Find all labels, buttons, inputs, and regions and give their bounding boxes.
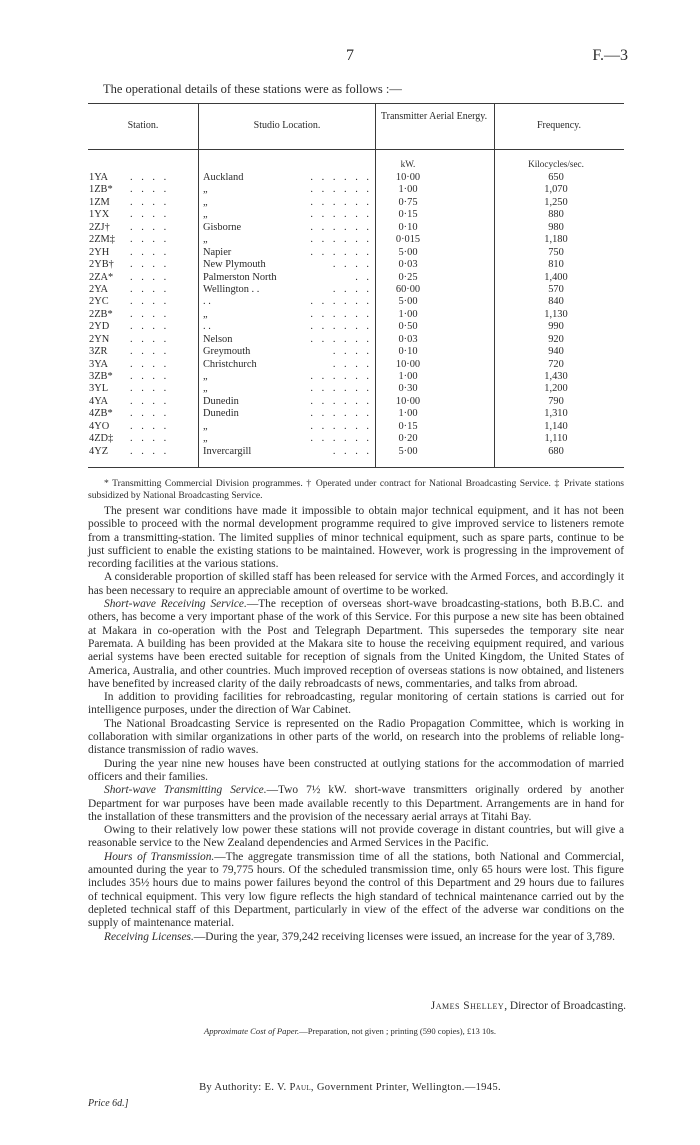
studio-location-cell: Dunedin [203,408,239,420]
paragraph-shortwave-transmitting: Short-wave Transmitting Service.—Two 7½ kW. short-wave transmitters originally ordered by another Department for war purposes have been made available recently to this Department. Arrangements are in hand for the installation of these transmitters and the provision of the necessary aerial arrays at Titahi Bay. [88,784,624,823]
aerial-energy-cell: 0·15 [398,209,418,221]
leader-dots: . . . . . . [310,209,372,221]
frequency-cell: 750 [548,246,564,258]
station-cell: 3ZR [89,346,108,358]
leader-dots: . . . . [332,283,372,295]
frequency-cell: 1,140 [544,420,568,432]
leader-dots: . . . . . . [310,383,372,395]
printer-authority: By Authority: E. V. Paul, Government Printer, Wellington.—1945. [199,1082,501,1093]
unit-kw: kW. [400,159,416,169]
frequency-cell: 1,110 [544,433,568,445]
aerial-energy-cell: 0·15 [398,420,418,432]
table-row [88,433,624,445]
table-rule-bottom [88,467,624,468]
leader-dots: . . . . [130,196,170,208]
studio-location-cell: Gisborne [203,221,242,233]
studio-location-cell: Napier [203,246,232,258]
leader-dots: . . . . [332,358,372,370]
table-row [88,272,624,284]
table-row [88,184,624,196]
station-cell: 4YO [89,420,110,432]
studio-location-cell: „ [203,383,208,395]
frequency-cell: 680 [548,445,564,457]
leader-dots: . . . . [130,172,170,183]
frequency-cell: 880 [548,209,564,221]
leader-dots: . . . . . . [310,184,372,196]
frequency-cell: 650 [548,172,564,183]
heading-receiving-licenses: Receiving Licenses. [104,930,194,943]
leader-dots: . . . . [130,395,170,407]
header-frequency: Frequency. [536,120,582,131]
studio-location-cell: Greymouth [203,346,251,358]
leader-dots: . . . . . . [310,234,372,246]
station-cell: 2YN [89,333,110,345]
aerial-energy-cell: 10·00 [395,358,421,370]
paragraph-licenses: Receiving Licenses.—During the year, 379,242 receiving licenses were issued, an increase for the year of 3,789. [104,930,615,943]
cost-of-paper [0,1026,700,1036]
paragraph-shortwave-receiving: Short-wave Receiving Service.—The reception of overseas short-wave broadcasting-stations, both B.B.C. and others, has become a very important phase of the work of this Service. For this purpose a new site has been obtained at Makara in co-operation with the Post and Telegraph Department. This supersedes the temporary site near Paremata. A building has been provided at the Makara site to house the receiving equipment required, and various aerial systems have been erected suitable for reception of signals from the United Kingdom, the United States of America, Australia, and other countries. Much improved reception of overseas stations is now obtained, and listeners have benefited by increased clarity of the daily rebroadcasts of news, commentaries, and talks from abroad. [88,598,624,690]
leader-dots: . . . . [130,234,170,246]
frequency-cell: 1,310 [544,408,568,420]
frequency-cell: 1,250 [544,196,568,208]
studio-location-cell: . . [203,296,211,308]
table-row [88,209,624,221]
aerial-energy-cell: 10·00 [395,395,421,407]
leader-dots: . . . . [130,408,170,420]
leader-dots: . . . . [130,209,170,221]
leader-dots: . . [355,271,372,283]
studio-location-cell: Nelson [203,333,233,345]
table-rule-top [88,103,624,104]
signature [431,1000,626,1012]
leader-dots: . . . . [130,221,170,233]
table-row [88,408,624,420]
leader-dots: . . . . . . [310,246,372,258]
frequency-cell: 720 [548,358,564,370]
aerial-energy-cell: 5·00 [398,246,418,258]
leader-dots: . . . . [130,271,170,283]
price: Price 6d.] [88,1098,129,1109]
heading-shortwave-transmitting: Short-wave Transmitting Service. [104,784,267,797]
frequency-cell: 1,130 [544,308,568,320]
leader-dots: . . . . [130,383,170,395]
document-reference: F.—3 [592,47,628,64]
cost-text: —Preparation, not given ; printing (590 copies), £13 10s. [299,1026,497,1036]
leader-dots: . . . . [332,346,372,358]
aerial-energy-cell: 0·25 [398,271,418,283]
leader-dots: . . . . . . [310,172,372,183]
leader-dots: . . . . [130,259,170,271]
leader-dots: . . . . [130,445,170,457]
paragraph-coverage: Owing to their relatively low power these stations will not provide coverage in distant countries, but will give a reasonable service to the New Zealand dependencies and Armed Services in the Pacific. [88,824,624,850]
leader-dots: . . . . [130,296,170,308]
studio-location-cell: „ [203,196,208,208]
leader-dots: . . . . [332,259,372,271]
station-cell: 2ZB* [89,308,113,320]
station-cell: 1ZM [89,196,110,208]
station-cell: 1YX [89,209,110,221]
header-station: Station. [127,120,159,131]
aerial-energy-cell: 5·00 [398,296,418,308]
leader-dots: . . . . [130,308,170,320]
studio-location-cell: Christchurch [203,358,257,370]
station-cell: 2ZM‡ [89,234,115,246]
station-cell: 2YA [89,283,109,295]
station-cell: 2YD [89,321,110,333]
station-cell: 1YA [89,172,109,183]
table-row [88,259,624,271]
leader-dots: . . . . [130,283,170,295]
aerial-energy-cell: 0·10 [398,221,418,233]
station-cell: 2ZA* [89,271,114,283]
aerial-energy-cell: 0·75 [398,196,418,208]
frequency-cell: 790 [548,395,564,407]
leader-dots: . . . . . . [310,333,372,345]
frequency-cell: 1,070 [544,184,568,196]
table-row [88,421,624,433]
table-row [88,346,624,358]
leader-dots: . . . . [130,246,170,258]
studio-location-cell: Auckland [203,172,244,183]
studio-location-cell: „ [203,433,208,445]
leader-dots: . . . . [130,371,170,382]
aerial-energy-cell: 0·50 [398,321,418,333]
leader-dots: . . . . [130,333,170,345]
leader-dots: . . . . [130,184,170,196]
heading-hours-of-transmission: Hours of Transmission. [104,850,215,863]
leader-dots: . . . . [130,358,170,370]
station-cell: 4YA [89,395,109,407]
leader-dots: . . . . . . [310,308,372,320]
frequency-cell: 1,430 [544,371,568,382]
station-cell: 2ZJ† [89,221,110,233]
leader-dots: . . . . [332,445,372,457]
station-cell: 2YC [89,296,109,308]
studio-location-cell: „ [203,371,208,382]
studio-location-cell: „ [203,184,208,196]
leader-dots: . . . . . . [310,321,372,333]
table-rule-header [88,149,624,150]
studio-location-cell: „ [203,234,208,246]
station-cell: 3YA [89,358,109,370]
frequency-cell: 1,400 [544,271,568,283]
frequency-cell: 840 [548,296,564,308]
cost-label: Approximate Cost of Paper. [203,1026,300,1036]
intro-line: The operational details of these stations were as follows :— [103,82,402,96]
aerial-energy-cell: 0·03 [398,259,418,271]
studio-location-cell: Palmerston North [203,271,277,283]
table-row [88,296,624,308]
frequency-cell: 980 [548,221,564,233]
aerial-energy-cell: 1·00 [398,408,418,420]
table-row [88,371,624,383]
page-number: 7 [346,47,354,64]
leader-dots: . . . . . . [310,196,372,208]
leader-dots: . . . . . . [310,371,372,382]
station-cell: 4YZ [89,445,109,457]
station-cell: 4ZD‡ [89,433,114,445]
studio-location-cell: New Plymouth [203,259,266,271]
table-row [88,383,624,395]
table-footnotes [88,478,624,502]
paragraph-staff: A considerable proportion of skilled staff has been released for service with the Armed Forces, and accordingly it has been necessary to require an appreciable amount of overtime to be worked. [88,571,624,597]
signatory-title: , Director of Broadcasting. [504,1000,626,1012]
table-row [88,197,624,209]
table-row [88,334,624,346]
studio-location-cell: . . [203,321,211,333]
leader-dots: . . . . [130,321,170,333]
frequency-cell: 570 [548,283,564,295]
studio-location-cell: „ [203,420,208,432]
heading-shortwave-receiving: Short-wave Receiving Service. [104,598,247,611]
header-studio-location: Studio Location. [253,120,321,131]
aerial-energy-cell: 0·20 [398,433,418,445]
studio-location-cell: „ [203,308,208,320]
studio-location-cell: „ [203,209,208,221]
aerial-energy-cell: 5·00 [398,445,418,457]
frequency-cell: 920 [548,333,564,345]
paragraph-war-conditions: The present war conditions have made it impossible to obtain major technical equipment, and it has not been possible to proceed with the normal development programme required to give improved service to listeners remote from a transmitting-station. The limited supplies of minor technical equipment, such as spare parts, continue to be just sufficient to enable the existing stations to be maintained. However, work is progressing in the improvement of recording facilities at the various stations. [88,505,624,571]
aerial-energy-cell: 0·015 [395,234,421,246]
table-row [88,172,624,184]
table-row [88,321,624,333]
aerial-energy-cell: 1·00 [398,184,418,196]
studio-location-cell: Dunedin [203,395,239,407]
signatory-name: James Shelley [430,1000,505,1012]
station-cell: 3ZB* [89,371,113,382]
aerial-energy-cell: 1·00 [398,308,418,320]
table-row [88,234,624,246]
leader-dots: . . . . [130,420,170,432]
leader-dots: . . . . . . [310,420,372,432]
frequency-cell: 810 [548,259,564,271]
station-cell: 1ZB* [89,184,113,196]
table-body [88,172,624,458]
aerial-energy-cell: 0·03 [398,333,418,345]
frequency-cell: 1,180 [544,234,568,246]
station-cell: 4ZB* [89,408,113,420]
leader-dots: . . . . . . [310,433,372,445]
leader-dots: . . . . [130,346,170,358]
frequency-cell: 1,200 [544,383,568,395]
station-cell: 2YB† [89,259,114,271]
table-row [88,284,624,296]
leader-dots: . . . . . . [310,408,372,420]
report-body [88,505,624,944]
aerial-energy-cell: 1·00 [398,371,418,382]
frequency-cell: 940 [548,346,564,358]
paragraph-monitoring: In addition to providing facilities for rebroadcasting, regular monitoring of certain stations is carried out for intelligence purposes, under the direction of War Cabinet. [88,691,624,717]
leader-dots: . . . . . . [310,395,372,407]
table-row [88,222,624,234]
studio-location-cell: Invercargill [203,445,252,457]
aerial-energy-cell: 0·10 [398,346,418,358]
aerial-energy-cell: 0·30 [398,383,418,395]
table-row [88,247,624,259]
table-row [88,359,624,371]
unit-kilocycles: Kilocycles/sec. [528,159,584,169]
leader-dots: . . . . . . [310,221,372,233]
station-cell: 2YH [89,246,110,258]
aerial-energy-cell: 60·00 [395,283,421,295]
station-cell: 3YL [89,383,109,395]
printer-name: E. V. Paul [264,1082,311,1093]
aerial-energy-cell: 10·00 [395,172,421,183]
frequency-cell: 990 [548,321,564,333]
table-row [88,396,624,408]
paragraph-hours: Hours of Transmission.—The aggregate transmission time of all the stations, both National and Commercial, amounted during the year to 79,775 hours. Of the scheduled transmission time, only 65 hours were lost. This figure includes 35½ hours due to mains power failures beyond the control of this Department and 29 hours due to failures of technical equipment. This very low figure reflects the high standard of technical maintenance carried out by the depleted technical staff of this Department, particularly in view of the effect of the adverse war conditions on the supply of maintenance material. [88,850,624,930]
footnotes-text: * Transmitting Commercial Division programmes. † Operated under contract for National Broadcasting Service. ‡ Private stations subsidized by National Broadcasting Service. [88,478,624,501]
leader-dots: . . . . . . [310,296,372,308]
table-row [88,446,624,458]
studio-location-cell: Wellington . . [203,283,260,295]
table-row [88,309,624,321]
paragraph-radio-propagation: The National Broadcasting Service is represented on the Radio Propagation Committee, which is working in collaboration with similar organizations in other parts of the world, on research into the problems of reliable long-distance transmission of radio waves. [88,717,624,757]
paragraph-houses: During the year nine new houses have been constructed at outlying stations for the accommodation of married officers and their families. [88,757,624,783]
header-aerial-energy: Transmitter Aerial Energy. [380,111,488,122]
leader-dots: . . . . [130,433,170,445]
